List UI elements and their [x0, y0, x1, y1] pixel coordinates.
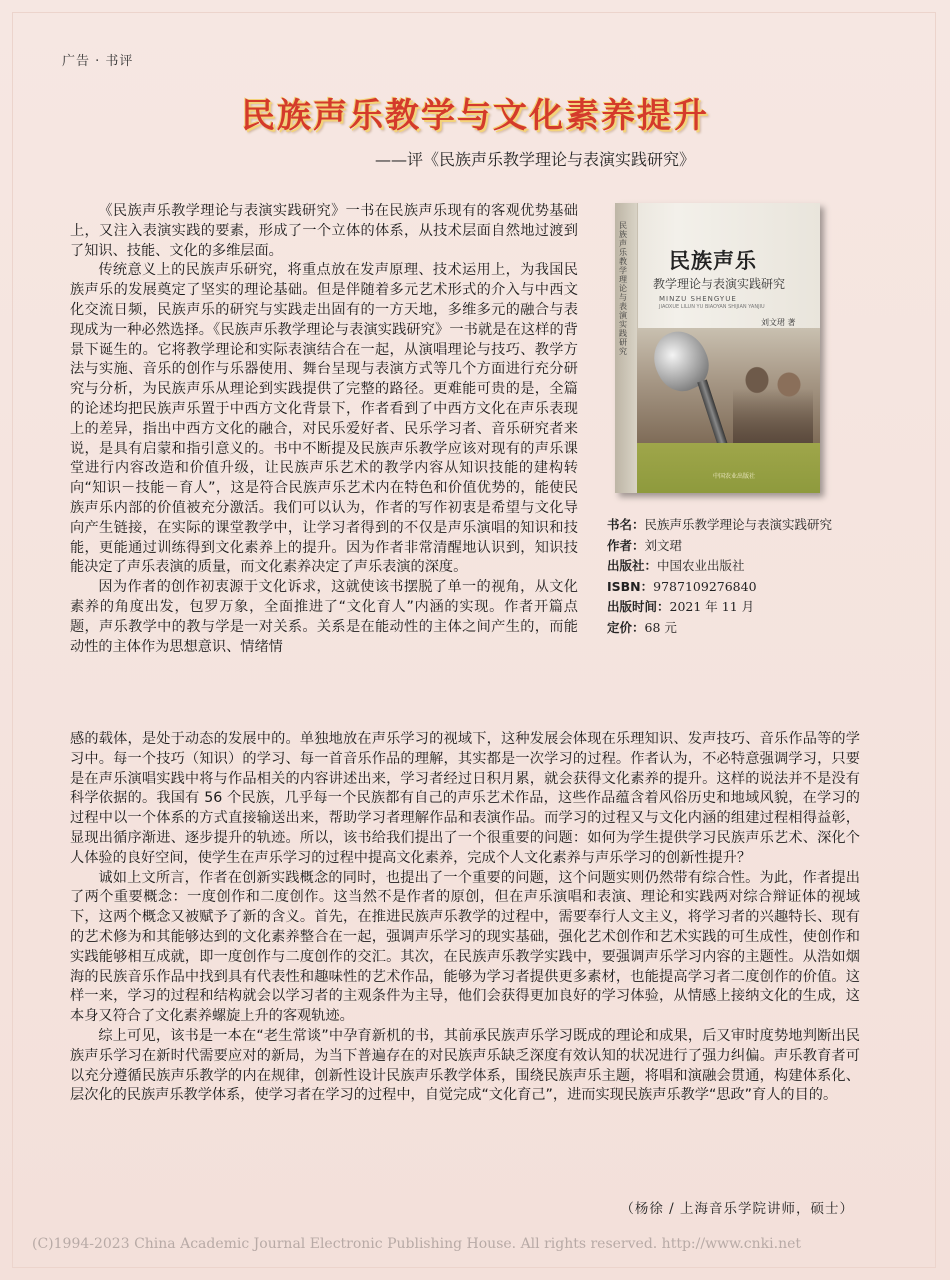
book-info-row: [607, 556, 897, 577]
paragraph: 诚如上文所言，作者在创新实践概念的同时，也提出了一个重要的问题，这个问题实则仍然带有综合性。为此，作者提出了两个重要概念：一度创作和二度创作。这当然不是作者的原创，但在声乐演唱和表演、理论和实践两对综合辩证体的视域下，这两个概念又被赋予了新的含义。首先，在推进民族声乐教学的过程中，需要奉行人文主义，将学习者的兴趣特长、现有的艺术修为和其能够达到的文化素养整合在一起，强调声乐学习的现实基础，强化艺术创作和艺术实践的可生成性，使创作和实践能够相互成就，即一度创作与二度创作的交汇。其次，在民族声乐教学实践中，要强调声乐学习内容的主题性。从浩如烟海的民族音乐作品中找到具有代表性和趣味性的艺术作品，能够为学习者提供更多素材，也能提高学习者二度创作的价值。这样一来，学习的过程和结构就会以学习者的主观条件为主导，他们会获得更加良好的学习体验，从情感上接纳文化的生成，这本身又符合了文化素养螺旋上升的客观轨迹。: [70, 869, 860, 1025]
cover-pinyin: MINZU SHENGYUE: [659, 295, 737, 303]
info-key: 书名：: [607, 517, 645, 532]
book-cover-image: [615, 203, 820, 493]
cover-title: 民族声乐: [669, 249, 757, 273]
info-key: 出版时间：: [607, 599, 670, 614]
book-info-row: [607, 536, 897, 557]
paragraph: 《民族声乐教学理论与表演实践研究》一书在民族声乐现有的客观优势基础上，又注入表演实践的要素，形成了一个立体的体系，从技术层面自然地过渡到了知识、技能、文化的多维层面。: [70, 203, 578, 259]
cover-author: 刘文珺 著: [761, 318, 796, 327]
section-label: 广告 · 书评: [62, 54, 134, 69]
paragraph: 传统意义上的民族声乐研究，将重点放在发声原理、技术运用上，为我国民族声乐的发展奠定了坚实的理论基础。但是伴随着多元艺术形式的介入与中西文化交流日频，民族声乐的研究与实践走出固有的一方天地，多维多元的融合与表现成为一种必然选择。《民族声乐教学理论与表演实践研究》一书就是在这样的背景下诞生的。它将教学理论和实际表演结合在一起，从演唱理论与技巧、教学方法与实施、音乐的创作与乐器使用、舞台呈现与表演方式等几个方面进行充分研究与分析，为民族声乐从理论到实践提供了完整的路径。更难能可贵的是，全篇的论述均把民族声乐置于中西方文化背景下，作者看到了中西方文化在声乐表现上的差异，指出中西方文化的融合，对民乐爱好者、民乐学习者、音乐研究者来说，是具有启蒙和指引意义的。书中不断提及民族声乐教学应该对现有的声乐课堂进行内容改造和价值升级，让民族声乐艺术的教学内容从知识技能的建构转向“知识－技能－育人”，这是符合民族声乐艺术内在特色和价值优势的，能使民族声乐内部的价值被充分激活。我们可以认为，作者的写作初衷是希望与文化导向产生链接，在实际的课堂教学中，让学习者得到的不仅是声乐演唱的知识和技能，更能通过训练得到文化素养上的提升。因为作者非常清醒地认识到，知识技能决定了声乐表演的质量，而文化素养决定了声乐表演的深度。: [70, 262, 578, 576]
info-value: 9787109276840: [653, 578, 757, 594]
info-key: 作者：: [607, 537, 645, 553]
article-title: 民族声乐教学与文化素养提升: [241, 96, 709, 136]
article-body-full: [70, 730, 860, 1106]
author-signature: （杨徐 / 上海音乐学院讲师，硕士）: [620, 1201, 854, 1217]
book-info-row: [607, 618, 897, 639]
info-key: ISBN：: [607, 578, 654, 594]
book-info-panel: [607, 515, 897, 638]
book-info-row: [607, 577, 897, 598]
info-value: 刘文珺: [644, 537, 683, 553]
paragraph: 因为作者的创作初衷源于文化诉求，这就使该书摆脱了单一的视角，从文化素养的角度出发，包罗万象，全面推进了“文化育人”内涵的实现。作者开篇点题，声乐教学中的教与学是一对关系。关系是在能动性的主体之间产生的，而能动性的主体作为思想意识、情绪情: [70, 579, 578, 655]
cover-pinyin-sub: JIAOXUE LILUN YU BIAOYAN SHIJIAN YANJIU: [659, 304, 765, 310]
info-key: 出版社：: [607, 558, 658, 573]
info-key: 定价：: [607, 619, 645, 635]
info-value: 中国农业出版社: [657, 558, 745, 573]
cover-figures: [733, 353, 813, 443]
spine-title: 民族声乐教学理论与表演实践研究: [619, 221, 627, 356]
cover-subtitle: 教学理论与表演实践研究: [653, 277, 786, 291]
cover-publisher: 中国农业出版社: [713, 473, 756, 480]
paragraph-continued: 感的载体，是处于动态的发展中的。单独地放在声乐学习的视域下，这种发展会体现在乐理知识、发声技巧、音乐作品等的学习中。每一个技巧（知识）的学习、每一首音乐作品的理解，其实都是一次学习的过程。作者认为，不必特意强调学习，只要是在声乐演唱实践中将与作品相关的内容讲述出来，学习者经过日积月累，就会获得文化素养的提升。这样的说法并不是没有科学依据的。我国有 56 个民族，几乎每一个民族都有自己的声乐艺术作品，这些作品蕴含着风俗历史和地域风貌，在学习的过程中以一个体系的方式直接输送出来，帮助学习者理解作品和表演作品。而学习的过程又与文化内涵的组建过程相得益彰，显现出循序渐进、逐步提升的轨迹。所以，该书给我们提出了一个很重要的问题：如何为学生提供学习民族声乐艺术、深化个人体验的良好空间，使学生在声乐学习的过程中提高文化素养，完成个人文化素养与声乐学习的创新性提升？: [70, 731, 860, 866]
book-info-row: [607, 597, 897, 618]
info-value: 民族声乐教学理论与表演实践研究: [644, 517, 833, 532]
book-info-row: [607, 515, 897, 536]
book-spine: [615, 203, 638, 493]
article-subtitle: ——评《民族声乐教学理论与表演实践研究》: [374, 150, 695, 169]
article-body-column: [70, 202, 578, 657]
info-value: 2021 年 11 月: [669, 599, 755, 614]
paragraph: 综上可见，该书是一本在“老生常谈”中孕育新机的书，其前承民族声乐学习既成的理论和成果，后又审时度势地判断出民族声乐学习在新时代需要应对的新局，为当下普遍存在的对民族声乐缺乏深度有效认知的状况进行了强力纠偏。声乐教育者可以充分遵循民族声乐教学的内在规律，创新性设计民族声乐教学体系，围绕民族声乐主题，将唱和演融会贯通，构建体系化、层次化的民族声乐教学体系，使学习者在学习的过程中，自觉完成“文化育己”，进而实现民族声乐教学“思政”育人的目的。: [70, 1027, 860, 1104]
info-value: 68 元: [644, 619, 677, 635]
copyright-footer: (C)1994-2023 China Academic Journal Electronic Publishing House. All rights reserved. http://www.cnki.net: [32, 1236, 802, 1252]
cover-bottom-band: [637, 443, 820, 493]
